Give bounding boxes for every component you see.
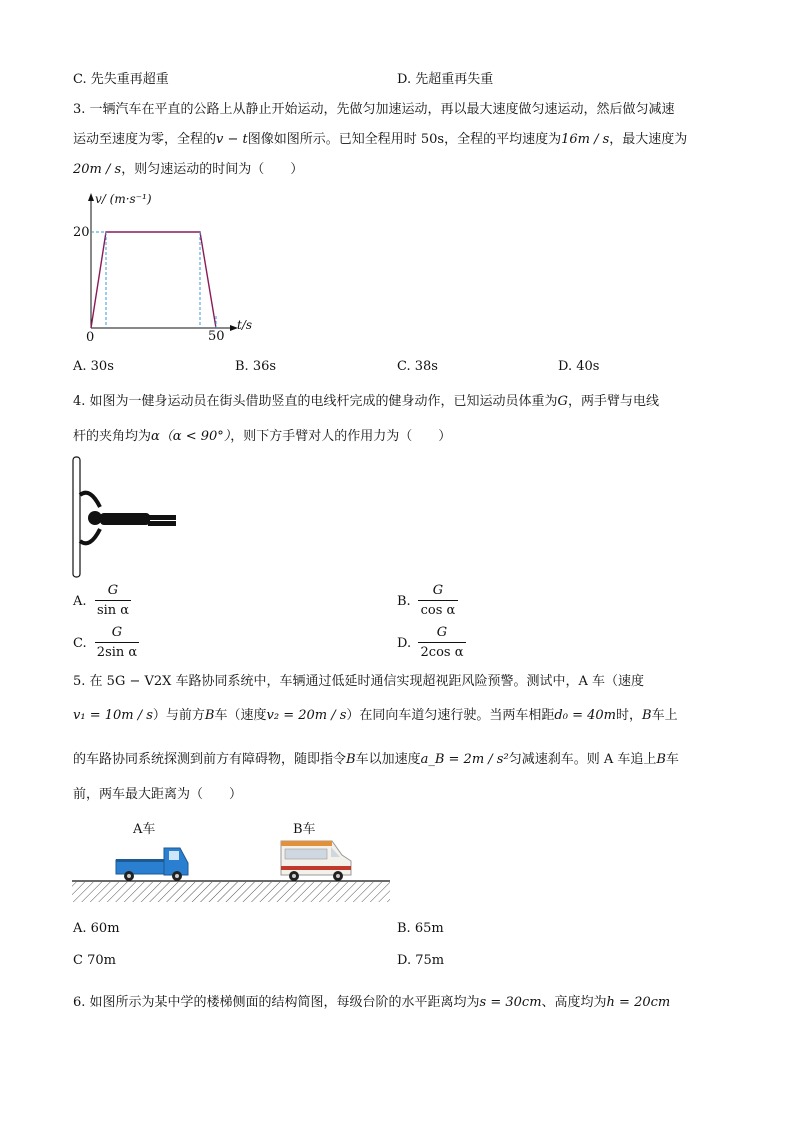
q4-option-d-label: D.	[397, 636, 412, 651]
q3-graph-origin: 0	[86, 330, 95, 345]
q4-option-a-fraction: G sin α	[96, 583, 130, 618]
q4-stem-line2: 杆的夹角均为α（α < 90°），则下方手臂对人的作用力为（ ）	[73, 429, 452, 444]
y-axis-arrow	[88, 193, 94, 201]
q4-stem-line1: 4. 如图为一健身运动员在街头借助竖直的电线杆完成的健身动作，已知运动员体重为G，两手臂与电线	[73, 394, 659, 409]
q5-option-c: C 70m	[73, 953, 116, 968]
head	[88, 511, 102, 525]
q5-option-a: A. 60m	[73, 921, 120, 936]
pole	[73, 457, 80, 577]
leg-upper	[148, 515, 176, 520]
q4-option-b-label: B.	[397, 594, 411, 609]
q3-stem-line3: 20m / s，则匀速运动的时间为（ ）	[73, 162, 304, 177]
q5-car-b-label: B车	[293, 822, 316, 837]
q3-option-b: B. 36s	[235, 359, 277, 374]
lower-arm	[80, 529, 100, 543]
q3-option-d: D. 40s	[558, 359, 600, 374]
q4-option-c-label: C.	[73, 636, 87, 651]
q3-option-c: C. 38s	[397, 359, 438, 374]
q6-stem-line1: 6. 如图所示为某中学的楼梯侧面的结构简图，每级台阶的水平距离均为s = 30cm、高度均为h = 20cm	[73, 995, 671, 1010]
q5-stem-line3: 的车路协同系统探测到前方有障碍物，随即指令B车以加速度a_B = 2m / s²匀减速刹车。则 A 车追上B车	[73, 752, 679, 767]
torso	[100, 513, 150, 525]
q4-option-d-fraction: G 2cos α	[418, 625, 466, 660]
q5-option-b: B. 65m	[397, 921, 444, 936]
q5-stem-line4: 前，两车最大距离为（ ）	[73, 787, 243, 802]
vt-curve	[91, 232, 216, 328]
q5-car-a-label: A车	[133, 822, 156, 837]
q3-option-a: A. 30s	[73, 359, 114, 374]
q3-graph-xlabel: t/s	[237, 318, 253, 332]
q5-option-d: D. 75m	[397, 953, 445, 968]
q5-stem-line2: v₁ = 10m / s）与前方B车（速度v₂ = 20m / s）在同向车道匀速行驶。当两车相距d₀ = 40m时，B车上	[73, 708, 678, 723]
q3-graph-ylabel: v/ (m·s⁻¹)	[95, 192, 152, 206]
q3-stem-line1: 3. 一辆汽车在平直的公路上从静止开始运动，先做匀加速运动，再以最大速度做匀速运动，然后做匀减速	[73, 102, 675, 117]
q2-option-d: D. 先超重再失重	[397, 72, 494, 87]
truck-a	[116, 848, 188, 881]
road-hatch	[72, 882, 390, 902]
q4-option-a-label: A.	[73, 594, 87, 609]
q4-athlete-figure	[68, 455, 188, 583]
q5-road-figure	[72, 835, 392, 905]
van-b	[281, 841, 351, 881]
q3-graph-xtick: 50	[208, 329, 225, 344]
q2-option-c: C. 先失重再超重	[73, 72, 169, 87]
leg-lower	[148, 521, 176, 526]
q5-stem-line1: 5. 在 5G − V2X 车路协同系统中，车辆通过低延时通信实现超视距风险预警。测试中，A 车（速度	[73, 674, 645, 689]
q3-stem-line2: 运动至速度为零，全程的v − t图像如图所示。已知全程用时 50s，全程的平均速度为16m / s，最大速度为	[73, 132, 688, 147]
upper-arm	[80, 493, 100, 507]
q3-graph-ytick: 20	[73, 225, 90, 240]
q4-option-c-fraction: G 2sin α	[96, 625, 138, 660]
q4-option-b-fraction: G cos α	[418, 583, 458, 618]
